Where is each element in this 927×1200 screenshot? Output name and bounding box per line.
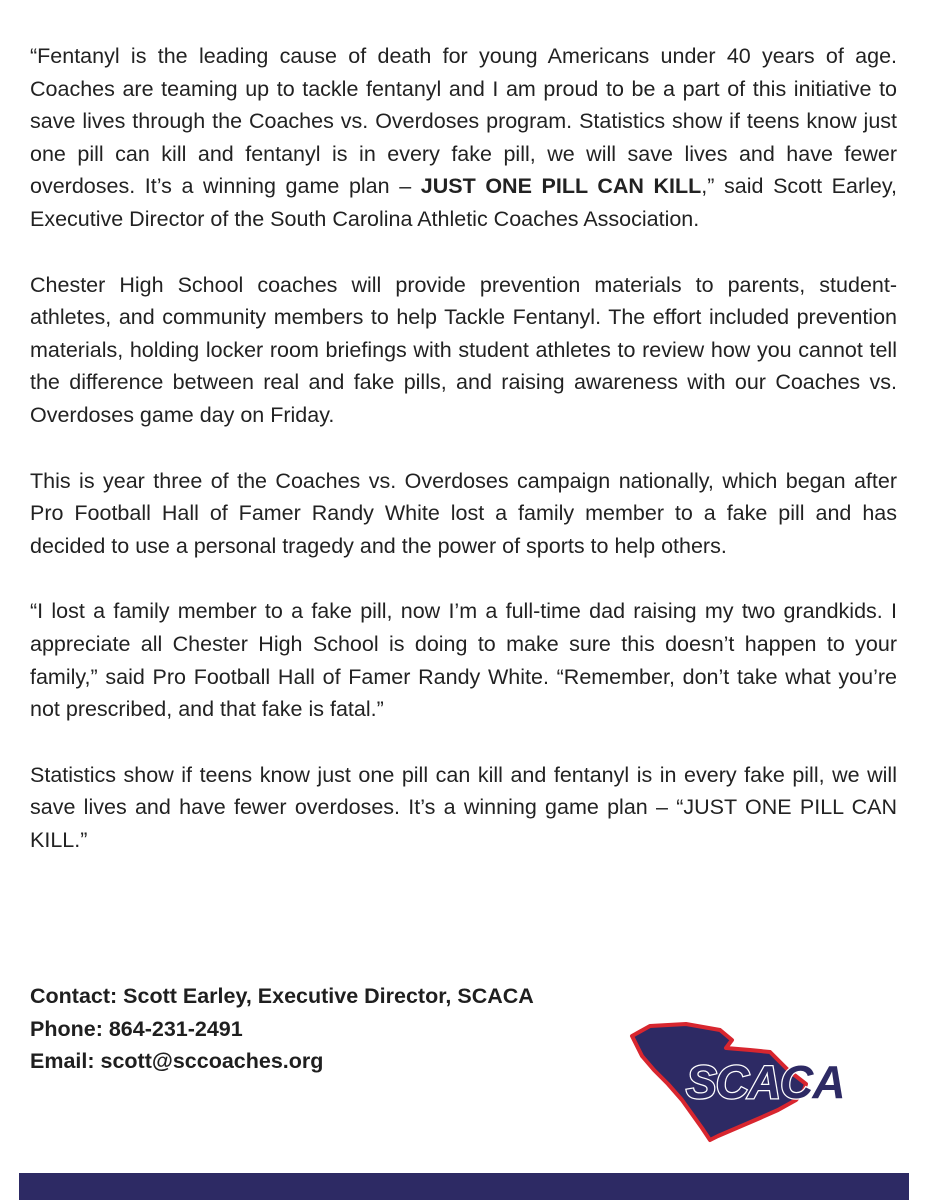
press-release-body	[30, 40, 897, 889]
paragraph-text: Statistics show if teens know just one pill can kill and fentanyl is in every fake pill, we will save lives and have fewer overdoses. It’s a winning game plan – “JUST ONE PILL CAN KILL.”	[30, 762, 897, 852]
paragraph-quote-earley	[30, 40, 897, 236]
paragraph-quote-white	[30, 595, 897, 725]
contact-email: Email: scott@sccoaches.org	[30, 1049, 324, 1074]
contact-block	[30, 980, 534, 1078]
contact-phone: Phone: 864-231-2491	[30, 1016, 243, 1041]
scaca-logo	[628, 1018, 873, 1143]
paragraph-text: ,” said Scott Earley, Executive Director of the South Carolina Athletic Coaches Association.	[30, 174, 897, 231]
paragraph-text: “Fentanyl is the leading cause of death for young Americans under 40 years of age. Coaches are teaming up to tackle fentanyl and I am proud to be a part of this initiative to save lives through the Coaches vs. Overdoses program. Statistics show if teens know just one pill can kill and fentanyl is in every fake pill, we will save lives and have fewer overdoses. It’s a winning game plan –	[30, 44, 897, 199]
paragraph-text: Chester High School coaches will provide prevention materials to parents, student-athletes, and community members to help Tackle Fentanyl. The effort included prevention materials, holding locker room briefings with student athletes to review how you cannot tell the difference between real and fake pills, and raising awareness with our Coaches vs. Overdoses game day on Friday.	[30, 272, 897, 427]
logo-text: SCACA	[686, 1056, 845, 1108]
footer-bar	[19, 1173, 909, 1200]
paragraph-campaign-history	[30, 465, 897, 563]
paragraph-statistics	[30, 759, 897, 857]
contact-name: Contact: Scott Earley, Executive Director, SCACA	[30, 984, 534, 1008]
paragraph-text: “I lost a family member to a fake pill, now I’m a full-time dad raising my two grandkids. I appreciate all Chester High School is doing to make sure this doesn’t happen to your family,” said Pro Football Hall of Famer Randy White. “Remember, don’t take what you’re not prescribed, and that fake is fatal.”	[30, 599, 897, 722]
paragraph-chester-high	[30, 269, 897, 432]
emphasis-slogan: JUST ONE PILL CAN KILL	[420, 174, 702, 199]
paragraph-text: This is year three of the Coaches vs. Overdoses campaign nationally, which began after Pro Football Hall of Famer Randy White lost a family member to a fake pill and has decided to use a personal tragedy and the power of sports to help others.	[30, 468, 897, 558]
